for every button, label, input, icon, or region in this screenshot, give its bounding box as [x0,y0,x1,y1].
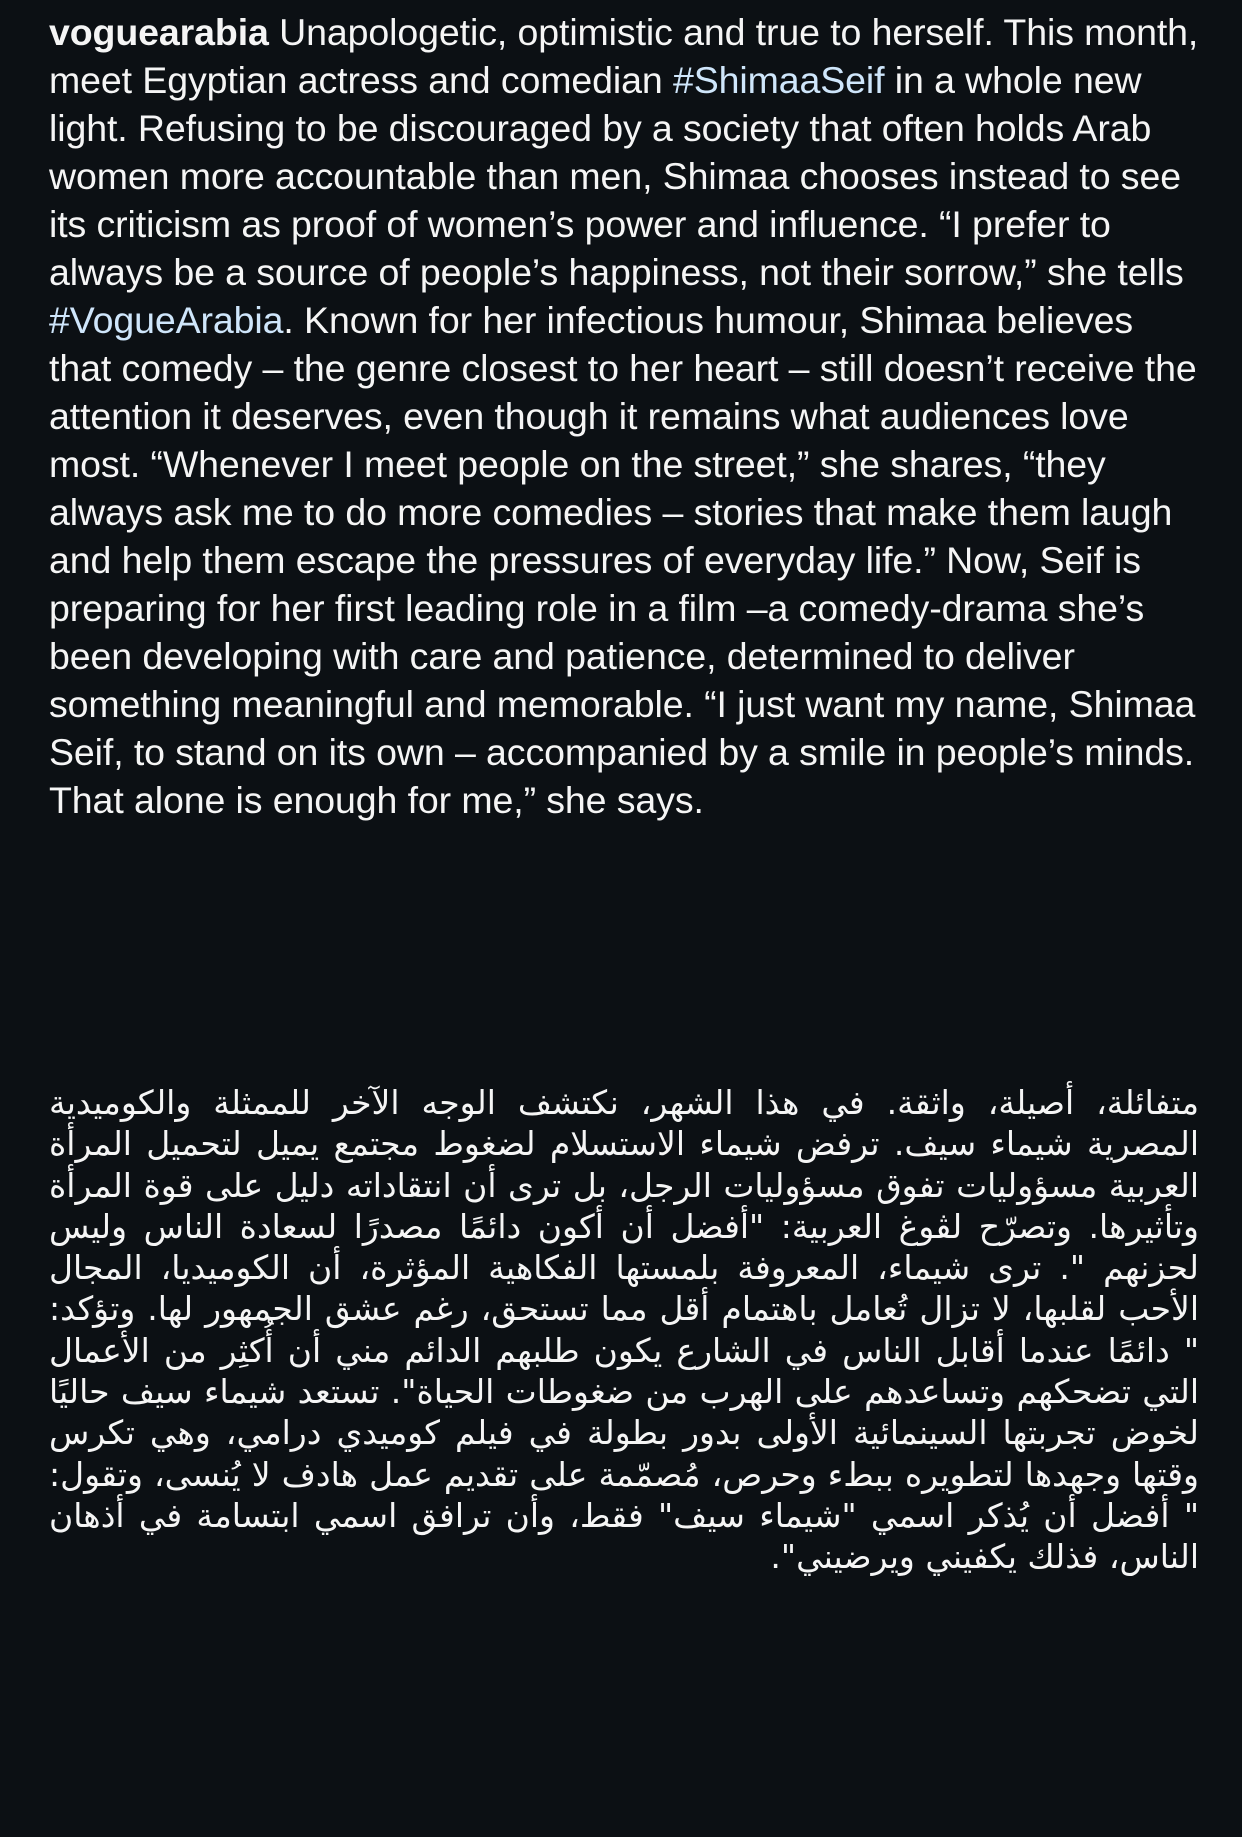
post-caption [49,8,1199,824]
username-link[interactable]: voguearabia [49,11,269,53]
caption-text-2: in a whole new light. Refusing to be discouraged by a society that often holds Arab women more accountable than men, Shimaa chooses instead to see its criticism as proof of women’s power and influence. “I prefer to always be a source of people’s happiness, not their sorrow,” she tells [49,59,1184,293]
caption-text-3: . Known for her infectious humour, Shimaa believes that comedy – the genre closest to her heart – still doesn’t receive the attention it deserves, even though it remains what audiences love most. “Whenever I meet people on the street,” she shares, “they always ask me to do more comedies – stories that make them laugh and help them escape the pressures of everyday life.” Now, Seif is preparing for her first leading role in a film –a comedy-drama she’s been developing with care and patience, determined to deliver something meaningful and memorable. “I just want my name, Shimaa Seif, to stand on its own – accompanied by a smile in people’s minds. That alone is enough for me,” she says. [49,299,1197,821]
arabic-caption: متفائلة، أصيلة، واثقة. في هذا الشهر، نكتشف الوجه الآخر للممثلة والكوميدية المصرية شيماء سيف. ترفض شيماء الاستسلام لضغوط مجتمع يميل لتحميل المرأة العربية مسؤوليات تفوق مسؤوليات الرجل، بل ترى أن انتقاداته دليل على قوة المرأة وتأثيرها. وتصرّح لڤوغ العربية: "أفضل أن أكون دائمًا مصدرًا لسعادة الناس وليس لحزنهم ". ترى شيماء، المعروفة بلمستها الفكاهية المؤثرة، أن الكوميديا، المجال الأحب لقلبها، لا تزال تُعامل باهتمام أقل مما تستحق، رغم عشق الجمهور لها. وتؤكد: " دائمًا عندما أقابل الناس في الشارع يكون طلبهم الدائم مني أن أُكثِر من الأعمال التي تضحكهم وتساعدهم على الهرب من ضغوطات الحياة". تستعد شيماء سيف حاليًا لخوض تجربتها السينمائية الأولى بدور بطولة في فيلم كوميدي درامي، وهي تكرس وقتها وجهدها لتطويره ببطء وحرص، مُصمّمة على تقديم عمل هادف لا يُنسى، وتقول: " أفضل أن يُذكر اسمي "شيماء سيف" فقط، وأن ترافق اسمي ابتسامة في أذهان الناس، فذلك يكفيني ويرضيني". [49,1083,1199,1577]
caption-text-1: Unapologetic, optimistic and true to herself. This month, meet Egyptian actress and comedian [49,11,1199,101]
hashtag-voguearabia-link[interactable]: #VogueArabia [49,299,284,341]
hashtag-shimaaseif-link[interactable]: #ShimaaSeif [672,59,885,101]
